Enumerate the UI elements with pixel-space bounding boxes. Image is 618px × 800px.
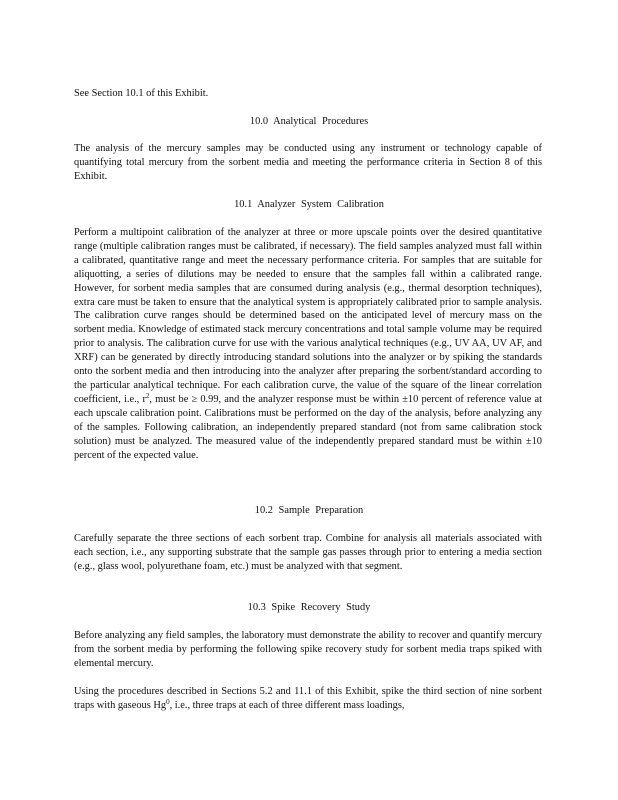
section-10-2-heading: 10.2 Sample Preparation <box>254 505 364 516</box>
section-10-1-body <box>74 226 542 462</box>
section-10-3-body2-part1: Using the procedures described in Sections 5.2 and 11.1 of this Exhibit, spike the third section of nine sorbent traps with gaseous Hg <box>74 686 542 711</box>
superscript-2: 2 <box>145 391 150 400</box>
intro-line: See Section 10.1 of this Exhibit. <box>74 88 209 99</box>
section-10-3-body: Before analyzing any field samples, the laboratory must demonstrate the ability to recover and quantify mercury from the sorbent media by performing the following spike recovery study for sorbent media traps spiked with elemental mercury. <box>74 630 542 669</box>
superscript-0: 0 <box>166 697 170 706</box>
section-10-0-body: The analysis of the mercury samples may be conducted using any instrument or technology capable of quantifying total mercury from the sorbent media and meeting the performance criteria in Section 8 of this Exhibit. <box>74 143 542 182</box>
section-10-3-heading: 10.3 Spike Recovery Study <box>247 602 371 613</box>
section-10-3-body2 <box>74 685 542 713</box>
section-10-1-heading: 10.1 Analyzer System Calibration <box>234 199 384 210</box>
section-10-1-body-part2: , must be ≥ 0.99, and the analyzer response must be within ±10 percent of reference value at each upscale calibration point. Calibrations must be performed on the day of the analysis, before analyzing any of the samples. Following calibration, an independently prepared standard (not from same calibration stock solution) must be analyzed. The measured value of the independently prepared standard must be within ±10 percent of the expected value. <box>74 393 542 461</box>
section-10-3-body2-part2: , i.e., three traps at each of three different mass loadings, <box>169 699 405 711</box>
section-10-1-body-part1: Perform a multipoint calibration of the analyzer at three or more upscale points over the desired quantitative range (multiple calibration ranges must be calibrated, if necessary). The field samples analyzed must fall within a calibrated, quantitative range and meet the necessary performance criteria. For samples that are suitable for aliquotting, a series of dilutions may be needed to ensure that the samples fall within a calibrated range. However, for sorbent media samples that are consumed during analysis (e.g., thermal desorption techniques), extra care must be taken to ensure that the analytical system is appropriately calibrated prior to sample analysis. The calibration curve ranges should be determined based on the anticipated level of mercury mass on the sorbent media. Knowledge of estimated stack mercury concentrations and total sample volume may be required prior to analysis. The calibration curve for use with the various analytical techniques (e.g., UV AA, UV AF, and XRF) can be generated by directly introducing standard solutions into the analyzer or by spiking the standards onto the sorbent media and then introducing into the analyzer after preparing the sorbent/standard according to the particular analytical technique. For each calibration curve, the value of the square of the linear correlation coefficient, i.e., r <box>74 227 542 405</box>
section-10-0-heading: 10.0 Analytical Procedures <box>249 116 369 127</box>
section-10-2-body: Carefully separate the three sections of each sorbent trap. Combine for analysis all materials associated with each section, i.e., any supporting substrate that the sample gas passes through prior to entering a media section (e.g., glass wool, polyurethane foam, etc.) must be analyzed with that segment. <box>74 533 542 572</box>
